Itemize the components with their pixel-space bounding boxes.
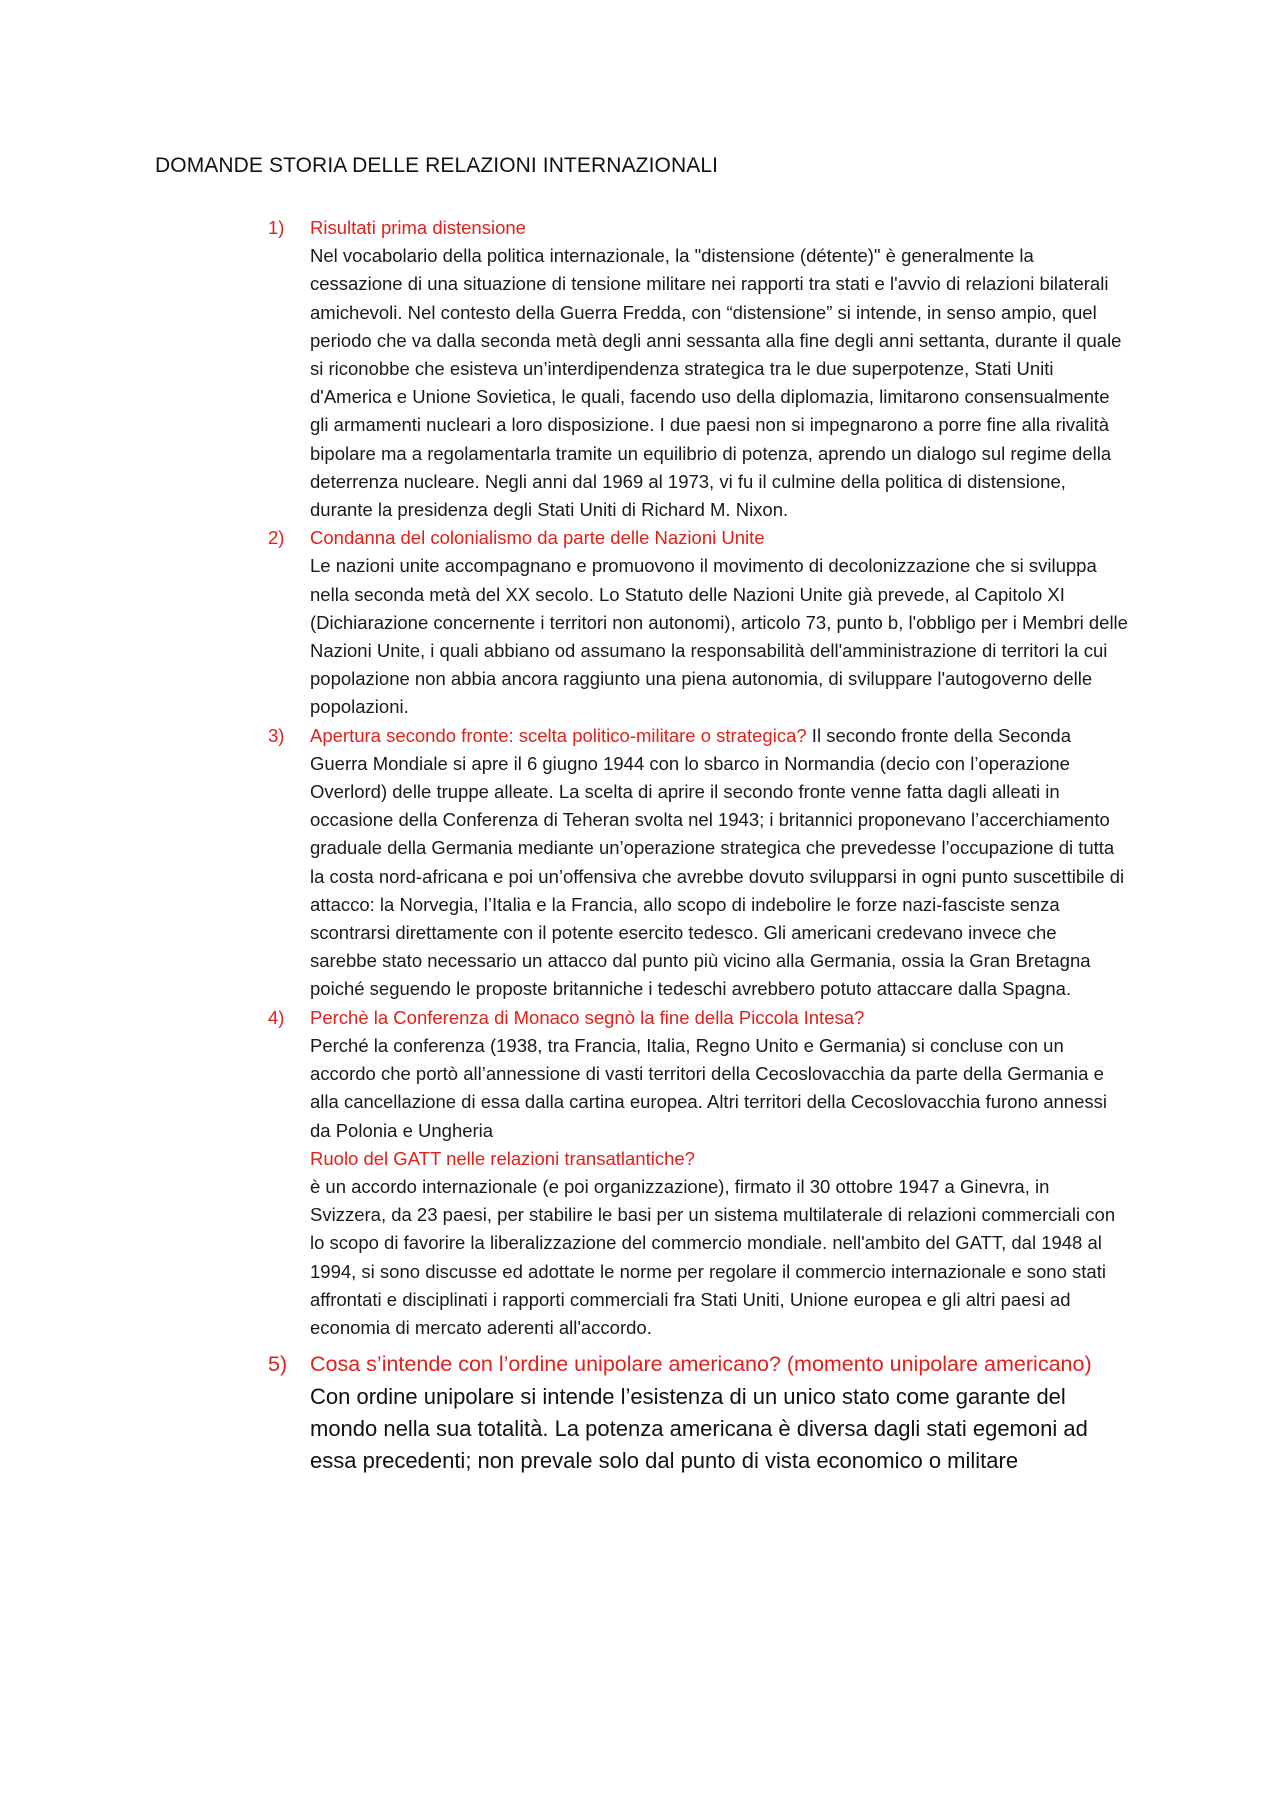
question-number: 1) [268,217,285,238]
question-number: 5) [268,1352,288,1377]
question-item [268,722,1128,1004]
question-title: Risultati prima distensione [310,217,526,238]
question-list [268,214,1128,1477]
question-item [268,1004,1128,1342]
question-number: 4) [268,1006,285,1028]
question-title: Apertura secondo fronte: scelta politico-militare o strategica? [310,724,807,746]
question-number: 2) [268,527,285,549]
question-item [268,524,1128,721]
answer-text: Perché la conferenza (1938, tra Francia, Italia, Regno Unito e Germania) si concluse con un accordo che portò all’annessione di vasti territori della Cecoslovacchia da parte della Germania e alla cancellazione di essa dalla cartina europea. Altri territori della Cecoslovacchia furono annessi da Polonia e Ungheria [310,1034,1107,1141]
question-title: Perchè la Conferenza di Monaco segnò la fine della Piccola Intesa? [310,1006,865,1028]
question-paragraph [310,722,1128,1004]
question-item [268,214,1128,524]
answer-text: Le nazioni unite accompagnano e promuovono il movimento di decolonizzazione che si sviluppa nella seconda metà del XX secolo. Lo Statuto delle Nazioni Unite già prevede, al Capitolo XI (Dichiarazione concernente i territori non autonomi), articolo 73, punto b, l'obbligo per i Membri delle Nazioni Unite, i quali abbiano od assumano la responsabilità dell'amministrazione di territori la cui popolazione non abbia ancora raggiunto una piena autonomia, di sviluppare l'autogoverno delle popolazioni. [310,555,1128,718]
answer-text: Il secondo fronte della Seconda Guerra Mondiale si apre il 6 giugno 1944 con lo sbarco in Normandia (decio con l’operazione Overlord) delle truppe alleate. La scelta di aprire il secondo fronte venne fatta dagli alleati in occasione della Conferenza di Teheran svolta nel 1943; i britannici proponevano l’accerchiamento graduale della Germania mediante un’operazione strategica che prevedesse l’occupazione di tutta la costa nord-africana e poi un’offensiva che avrebbe dovuto svilupparsi in ogni punto suscettibile di attacco: la Norvegia, l’Italia e la Francia, allo scopo di indebolire le forze nazi-fasciste senza scontrarsi direttamente con il potente esercito tedesco. Gli americani credevano invece che sarebbe stato necessario un attacco dal punto più vicino alla Germania, ossia la Gran Bretagna poiché seguendo le proposte britanniche i tedeschi avrebbero potuto attaccare dalla Spagna. [310,724,1125,1000]
answer-text: Con ordine unipolare si intende l’esistenza di un unico stato come garante del mondo nella sua totalità. La potenza americana è diversa dagli stati egemoni ad essa precedenti; non prevale solo dal punto di vista economico o militare [310,1383,1088,1473]
sub-answer-text: è un accordo internazionale (e poi organizzazione), firmato il 30 ottobre 1947 a Ginevra, in Svizzera, da 23 paesi, per stabilire le basi per un sistema multilaterale di relazioni commerciali con lo scopo di favorire la liberalizzazione del commercio mondiale. nell'ambito del GATT, dal 1948 al 1994, si sono discusse ed adottate le norme per regolare il commercio internazionale e sono stati affrontati e disciplinati i rapporti commerciali fra Stati Uniti, Unione europea e gli altri paesi ad economia di mercato aderenti all'accordo. [310,1175,1116,1338]
sub-question-title: Ruolo del GATT nelle relazioni transatlantiche? [310,1147,695,1169]
document-title: DOMANDE STORIA DELLE RELAZIONI INTERNAZIONALI [155,154,719,177]
question-item [268,1348,1128,1477]
question-number: 3) [268,724,285,746]
answer-text: Nel vocabolario della politica internazionale, la "distensione (détente)" è generalmente la cessazione di una situazione di tensione militare nei rapporti tra stati e l'avvio di relazioni bilaterali amichevoli. Nel contesto della Guerra Fredda, con “distensione” si intende, in senso ampio, quel periodo che va dalla seconda metà degli anni sessanta alla fine degli anni settanta, durante il quale si riconobbe che esisteva un’interdipendenza strategica tra le due superpotenze, Stati Uniti d'America e Unione Sovietica, le quali, facendo uso della diplomazia, limitarono consensualmente gli armamenti nucleari a loro disposizione. I due paesi non si impegnarono a porre fine alla rivalità bipolare ma a regolamentarla tramite un equilibrio di potenza, aprendo un dialogo sul regime della deterrenza nucleare. Negli anni dal 1969 al 1973, vi fu il culmine della politica di distensione, durante la presidenza degli Stati Uniti di Richard M. Nixon. [310,245,1122,521]
question-title: Condanna del colonialismo da parte delle Nazioni Unite [310,527,765,549]
question-title: Cosa s’intende con l’ordine unipolare americano? (momento unipolare americano) [310,1352,1092,1377]
